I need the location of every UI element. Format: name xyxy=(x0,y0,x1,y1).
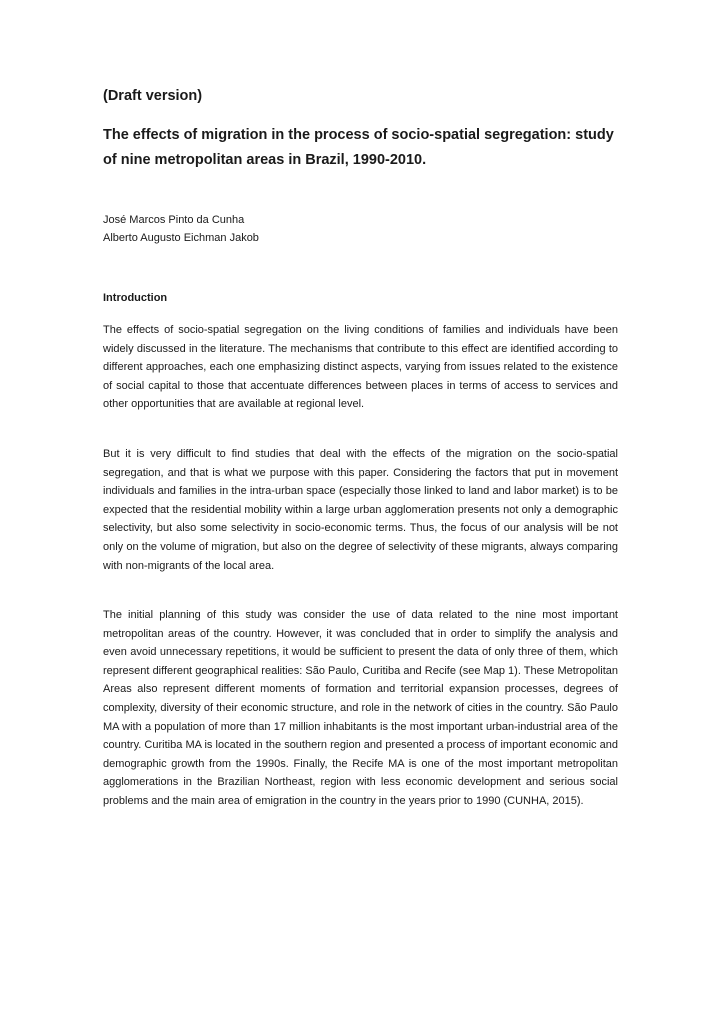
paragraph: The initial planning of this study was consider the use of data related to the nine most important metropolitan areas of the country. However, it was concluded that in order to simplify the analysis and even avoid unnecessary repetitions, it would be sufficient to present the data of only three of them, which represent different geographical realities: São Paulo, Curitiba and Recife (see Map 1). These Metropolitan Areas also represent different moments of formation and territorial expansion processes, degrees of complexity, diversity of their economic structure, and role in the network of cities in the country. São Paulo MA with a population of more than 17 million inhabitants is the most important urban-industrial area of the country. Curitiba MA is located in the southern region and presented a process of important economic and demographic growth from the 1990s. Finally, the Recife MA is one of the most important metropolitan agglomerations in the Brazilian Northeast, region with less economic development and serious social problems and the main area of emigration in the country in the years prior to 1990 (CUNHA, 2015). xyxy=(103,609,618,807)
paragraph: The effects of socio-spatial segregation on the living conditions of families and individuals have been widely discussed in the literature. The mechanisms that contribute to this effect are identified according to different approaches, each one emphasizing distinct aspects, varying from issues related to the existence of social capital to those that accentuate differences between places in terms of access to services and other opportunities that are available at regional level. xyxy=(103,324,618,411)
document-title: The effects of migration in the process of socio-spatial segregation: study of nine metropolitan areas in Brazil, 1990-2010. xyxy=(103,127,614,168)
author-name: Alberto Augusto Eichman Jakob xyxy=(103,232,259,244)
author-name: José Marcos Pinto da Cunha xyxy=(103,214,245,226)
section-heading: Introduction xyxy=(103,292,168,304)
paragraph: But it is very difficult to find studies that deal with the effects of the migration on the socio-spatial segregation, and that is what we purpose with this paper. Considering the factors that put in movement individuals and families in the intra-urban space (especially those linked to land and labor market) is to be expected that the residential mobility within a large urban agglomeration presents not only a demographic selectivity, but also some selectivity in socio-economic terms. Thus, the focus of our analysis will be not only on the volume of migration, but also on the degree of selectivity of these migrants, always comparing with non-migrants of the local area. xyxy=(103,448,618,572)
author-list xyxy=(103,211,259,247)
draft-label: (Draft version) xyxy=(103,88,203,104)
